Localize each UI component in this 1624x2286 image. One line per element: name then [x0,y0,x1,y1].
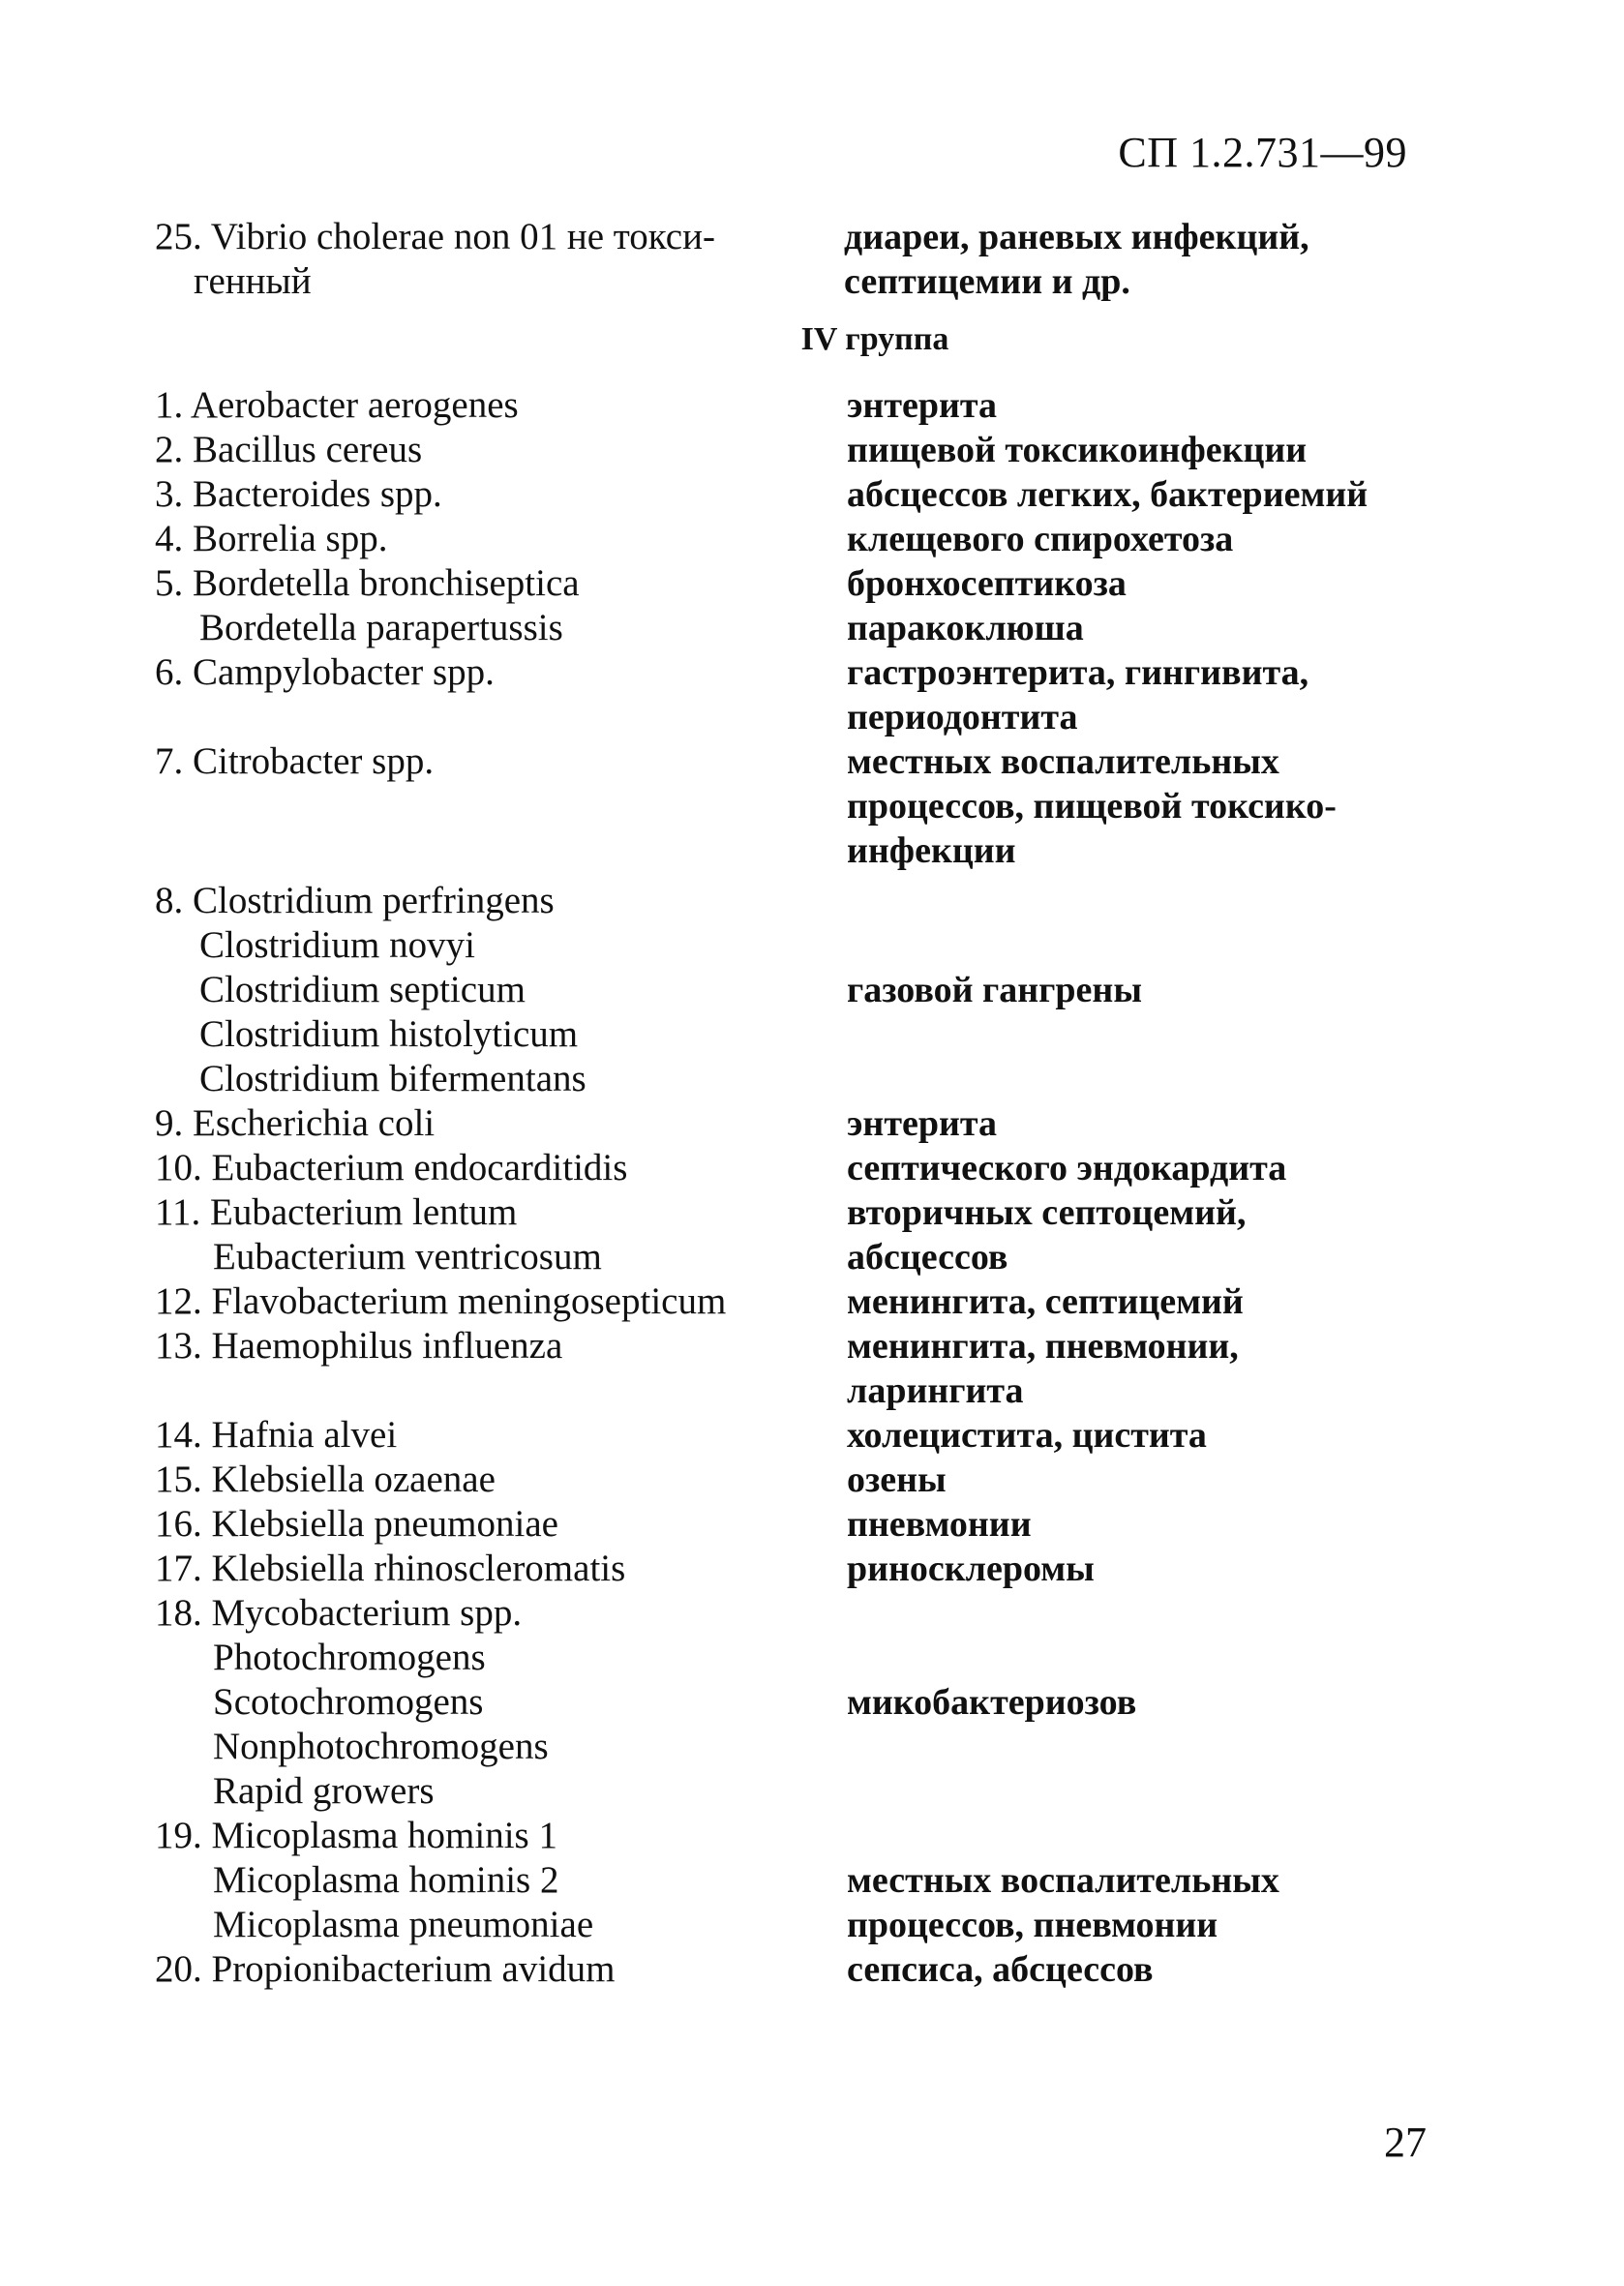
text-line: диареи, раневых инфекций, [844,217,1309,257]
disease-description [847,1190,1544,1279]
disease-description [847,1947,1544,1992]
disease-description [847,1458,1544,1502]
text-line: 13. Haemophilus influenza [155,1325,563,1367]
text-line: 25. Vibrio cholerae non 01 не токси- [155,216,715,257]
text-line: гастроэнтерита, гингивита, [847,652,1309,693]
text-line: микобактериозов [847,1682,1137,1723]
text-line [847,923,1544,968]
text-line: Micoplasma pneumoniae [213,1904,594,1945]
organism-name [155,1947,852,1992]
text-line: абсцессов легких, бактериемий [847,474,1368,515]
text-line: риносклеромы [847,1549,1095,1589]
organism-name [155,1502,852,1547]
text-line: процессов, пищевой токсико- [847,786,1337,827]
disease-description [844,215,1579,304]
text-line: озены [847,1459,947,1500]
text-line: 20. Propionibacterium avidum [155,1948,616,1990]
organism-name [155,739,852,784]
disease-description [847,1547,1544,1591]
text-line: Eubacterium ventricosum [213,1236,602,1278]
disease-description [847,383,1544,428]
disease-description [847,428,1544,472]
text-line: процессов, пневмонии [847,1905,1218,1945]
text-line: септического эндокардита [847,1148,1287,1188]
document-code: СП 1.2.731—99 [1118,129,1407,176]
text-line: Clostridium septicum [199,969,526,1010]
organism-name [155,1146,852,1190]
disease-description [847,1591,1544,1725]
text-line: генный [194,260,312,302]
text-line: Bordetella parapertussis [199,607,563,648]
organism-name [155,879,852,1101]
text-line: периодонтита [847,697,1078,737]
text-line: местных воспалительных [847,1860,1279,1901]
disease-description [847,1279,1544,1324]
disease-description [847,1146,1544,1190]
text-line: абсцессов [847,1237,1008,1278]
organism-name [155,1279,852,1324]
organism-name [155,428,852,472]
text-line: энтерита [847,1103,998,1144]
disease-description [847,879,1544,1012]
text-line: сепсиса, абсцессов [847,1949,1154,1990]
text-line: инфекции [847,830,1016,871]
text-line: Nonphotochromogens [213,1726,549,1767]
text-line: менингита, пневмонии, [847,1326,1239,1367]
disease-description [847,650,1544,739]
text-line: вторичных септоцемий, [847,1192,1247,1233]
disease-description [847,1502,1544,1547]
text-line [847,1814,1544,1858]
organism-name [155,1324,852,1369]
disease-description [847,1814,1544,1947]
organism-name [155,1101,852,1146]
organism-name [155,650,852,695]
text-line: 14. Hafnia alvei [155,1414,398,1456]
text-line: 15. Klebsiella ozaenae [155,1459,496,1500]
text-line: 17. Klebsiella rhinoscleromatis [155,1548,626,1589]
group-heading [0,321,1624,358]
text-line: 8. Clostridium perfringens [155,880,555,921]
text-line: 16. Klebsiella pneumoniae [155,1503,558,1545]
text-line: энтерита [847,385,998,426]
text-line [847,1636,1544,1680]
organism-name [155,215,832,304]
text-line: 6. Campylobacter spp. [155,651,495,693]
disease-description [847,517,1544,561]
organism-name [155,1814,852,1947]
page-number: 27 [1384,2119,1427,2166]
text-line: пневмонии [847,1504,1032,1545]
text-line: местных воспалительных [847,741,1279,782]
organism-name [155,561,852,650]
text-line: клещевого спирохетоза [847,519,1234,559]
disease-description [847,561,1544,650]
organism-name [155,1591,852,1814]
text-line: 4. Borrelia spp. [155,518,388,559]
text-line: 19. Micoplasma hominis 1 [155,1815,557,1856]
organism-name [155,1413,852,1458]
disease-description [847,1413,1544,1458]
text-line: септицемии и др. [844,261,1130,302]
text-line: газовой гангрены [847,970,1142,1010]
text-line: Micoplasma hominis 2 [213,1859,559,1901]
text-line: 18. Mycobacterium spp. [155,1592,523,1634]
organism-name [155,1547,852,1591]
text-line: 2. Bacillus cereus [155,429,423,470]
disease-description [847,739,1544,873]
text-line: Scotochromogens [213,1681,484,1723]
disease-description [847,1324,1544,1413]
text-line: 3. Bacteroides spp. [155,473,442,515]
text-line: Clostridium histolyticum [199,1013,579,1055]
text-line: паракоклюша [847,608,1084,648]
text-line [847,879,1544,923]
text-line: ларингита [847,1370,1024,1411]
text-line: 1. Aerobacter aerogenes [155,384,519,426]
text-line: 10. Eubacterium endocarditidis [155,1147,628,1188]
organism-name [155,1458,852,1502]
organism-name [155,472,852,517]
text-line: пищевой токсикоинфекции [847,430,1308,470]
text-line: 11. Eubacterium lentum [155,1191,518,1233]
text-line: холецистита, цистита [847,1415,1207,1456]
text-line: 7. Citrobacter spp. [155,740,435,782]
organism-name [155,383,852,428]
text-line: Photochromogens [213,1637,486,1678]
organism-name [155,517,852,561]
text-line: Rapid growers [213,1770,435,1812]
text-line: Clostridium bifermentans [199,1058,586,1099]
text-line: 9. Escherichia coli [155,1102,436,1144]
disease-description [847,472,1544,517]
text-line: бронхосептикоза [847,563,1127,604]
text-line [847,1591,1544,1636]
organism-name [155,1190,852,1279]
disease-description [847,1101,1544,1146]
group-heading-text: IV группа [800,321,949,357]
text-line: менингита, септицемий [847,1281,1244,1322]
text-line: 12. Flavobacterium meningosepticum [155,1280,727,1322]
text-line: 5. Bordetella bronchiseptica [155,562,580,604]
text-line: Clostridium novyi [199,924,475,966]
